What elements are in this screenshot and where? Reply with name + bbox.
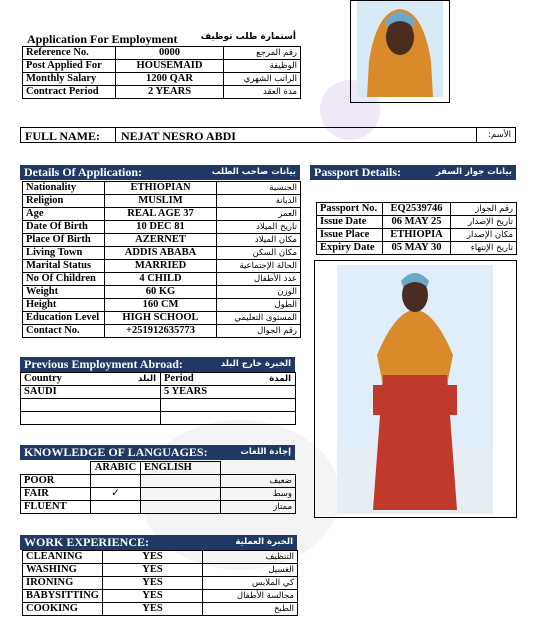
details-table <box>22 181 301 338</box>
table-header-row <box>21 373 296 386</box>
field-label-arabic: عدد الأطفال <box>217 273 301 286</box>
field-label-arabic: مكان السكن <box>217 247 301 260</box>
skill-value: YES <box>103 603 203 616</box>
skill-value: YES <box>103 590 203 603</box>
arabic-column-header: ARABIC <box>91 462 141 475</box>
field-label: Post Applied For <box>23 60 116 73</box>
field-value: 10 DEC 81 <box>105 221 217 234</box>
summary-row <box>23 86 301 99</box>
previous-employment-header <box>20 357 295 372</box>
summary-table <box>22 46 301 99</box>
full-name-label: FULL NAME: <box>25 129 100 143</box>
summary-row <box>23 47 301 60</box>
field-value: 06 MAY 25 <box>383 216 451 229</box>
english-level-cell <box>141 475 221 488</box>
languages-title: KNOWLEDGE OF LANGUAGES: <box>24 445 208 459</box>
field-label-arabic: العمر <box>217 208 301 221</box>
field-value: 60 KG <box>105 286 217 299</box>
field-label: Passport No. <box>317 203 383 216</box>
skill-label: CLEANING <box>23 551 103 564</box>
experience-row <box>23 577 298 590</box>
experience-row <box>23 551 298 564</box>
skill-value: YES <box>103 577 203 590</box>
level-label: FAIR <box>21 488 91 501</box>
arabic-level-cell <box>91 475 141 488</box>
field-label: Reference No. <box>23 47 116 60</box>
field-value: 0000 <box>116 47 224 60</box>
full-name-label-arabic: الأسم: <box>488 130 511 140</box>
work-experience-title-arabic: الخبرة العملية <box>235 537 293 547</box>
full-name-value: NEJAT NESRO ABDI <box>121 129 236 143</box>
country-cell <box>21 399 161 412</box>
field-label: Contact No. <box>23 325 105 338</box>
full-body-photo <box>337 265 493 514</box>
experience-row <box>23 590 298 603</box>
experience-row <box>23 603 298 616</box>
field-value: EQ2539746 <box>383 203 451 216</box>
passport-row <box>317 203 517 216</box>
field-value: 4 CHILD <box>105 273 217 286</box>
field-label: Marital Status <box>23 260 105 273</box>
details-title-arabic: بيانات صاحب الطلب <box>211 167 296 177</box>
passport-row <box>317 242 517 255</box>
field-label: Living Town <box>23 247 105 260</box>
empty-cell <box>21 462 91 475</box>
skill-label: COOKING <box>23 603 103 616</box>
country-cell: SAUDI <box>21 386 161 399</box>
details-row <box>23 234 301 247</box>
form-title: Application For Employment <box>27 32 178 46</box>
skill-label: IRONING <box>23 577 103 590</box>
field-value: AZERNET <box>105 234 217 247</box>
employment-row <box>21 386 296 399</box>
skill-label-arabic: مجالسة الأطفال <box>203 590 298 603</box>
period-column-header: Period المدة <box>161 373 296 386</box>
language-row <box>21 488 296 501</box>
field-label-arabic: رقم الجواز <box>451 203 517 216</box>
english-column-header: ENGLISH <box>141 462 221 475</box>
period-cell: 5 YEARS <box>161 386 296 399</box>
languages-header <box>20 445 295 460</box>
full-name-bar <box>20 127 516 143</box>
previous-employment-table <box>20 372 296 425</box>
details-row <box>23 182 301 195</box>
field-label: Height <box>23 299 105 312</box>
details-row <box>23 273 301 286</box>
field-label-arabic: مكان الميلاد <box>217 234 301 247</box>
person-full-body-image <box>337 265 493 514</box>
details-row <box>23 286 301 299</box>
work-experience-header <box>20 535 297 550</box>
field-label: Religion <box>23 195 105 208</box>
country-column-header: Country البلد <box>21 373 161 386</box>
english-level-cell <box>141 488 221 501</box>
skill-value: YES <box>103 564 203 577</box>
field-label: Contract Period <box>23 86 116 99</box>
field-value: 160 CM <box>105 299 217 312</box>
field-label: Nationality <box>23 182 105 195</box>
field-label: Date Of Birth <box>23 221 105 234</box>
field-value: HIGH SCHOOL <box>105 312 217 325</box>
details-row <box>23 325 301 338</box>
passport-header <box>310 165 516 180</box>
arabic-level-cell: ✓ <box>91 488 141 501</box>
passport-table <box>316 202 517 255</box>
field-label: Weight <box>23 286 105 299</box>
empty-cell <box>221 462 296 475</box>
details-title: Details Of Application: <box>24 165 143 179</box>
english-level-cell <box>141 501 221 514</box>
field-label-arabic: تاريخ الميلاد <box>217 221 301 234</box>
work-experience-table <box>22 550 298 616</box>
level-label: FLUENT <box>21 501 91 514</box>
person-headshot-image <box>357 1 443 97</box>
headshot-photo <box>357 1 443 97</box>
full-body-photo-frame <box>314 260 517 518</box>
table-header-row <box>21 462 296 475</box>
details-row <box>23 221 301 234</box>
skill-value: YES <box>103 551 203 564</box>
passport-title: Passport Details: <box>314 165 401 179</box>
language-row <box>21 501 296 514</box>
field-value: +251912635773 <box>105 325 217 338</box>
headshot-frame <box>350 0 450 103</box>
employment-row <box>21 412 296 425</box>
details-header <box>20 165 300 180</box>
languages-title-arabic: إجادة اللغات <box>240 447 291 457</box>
field-value: ETHIOPIAN <box>105 182 217 195</box>
level-label-arabic: ممتاز <box>221 501 296 514</box>
experience-row <box>23 564 298 577</box>
previous-employment-title-arabic: الخبرة خارج البلد <box>220 359 291 369</box>
passport-row <box>317 216 517 229</box>
field-label-arabic: تاريخ الإنتهاء <box>451 242 517 255</box>
field-label-arabic: الطول <box>217 299 301 312</box>
field-label: Issue Date <box>317 216 383 229</box>
field-value: 2 YEARS <box>116 86 224 99</box>
field-label: No Of Children <box>23 273 105 286</box>
summary-row <box>23 73 301 86</box>
field-value: ADDIS ABABA <box>105 247 217 260</box>
details-row <box>23 195 301 208</box>
field-label: Education Level <box>23 312 105 325</box>
field-label-arabic: رقم المرجع <box>224 47 301 60</box>
field-value: ETHIOPIA <box>383 229 451 242</box>
employment-row <box>21 399 296 412</box>
field-label: Age <box>23 208 105 221</box>
field-value: 1200 QAR <box>116 73 224 86</box>
form-title-arabic: أستمارة طلب توظيف <box>200 32 296 42</box>
level-label: POOR <box>21 475 91 488</box>
field-label-arabic: الوزن <box>217 286 301 299</box>
skill-label-arabic: كي الملابس <box>203 577 298 590</box>
field-label: Monthly Salary <box>23 73 116 86</box>
field-label-arabic: مدة العقد <box>224 86 301 99</box>
field-value: 05 MAY 30 <box>383 242 451 255</box>
skill-label: BABYSITTING <box>23 590 103 603</box>
field-label-arabic: المستوى التعليمي <box>217 312 301 325</box>
languages-table <box>20 461 296 514</box>
skill-label: WASHING <box>23 564 103 577</box>
divider <box>476 128 477 142</box>
skill-label-arabic: الغسيل <box>203 564 298 577</box>
field-label: Place Of Birth <box>23 234 105 247</box>
language-row <box>21 475 296 488</box>
field-value: MUSLIM <box>105 195 217 208</box>
field-value: REAL AGE 37 <box>105 208 217 221</box>
country-cell <box>21 412 161 425</box>
field-label-arabic: الراتب الشهري <box>224 73 301 86</box>
details-row <box>23 247 301 260</box>
field-label-arabic: الحالة الإجتماعية <box>217 260 301 273</box>
field-label-arabic: رقم الجوال <box>217 325 301 338</box>
summary-row <box>23 60 301 73</box>
field-label-arabic: الوظيفة <box>224 60 301 73</box>
field-label-arabic: الجنسية <box>217 182 301 195</box>
field-label: Expiry Date <box>317 242 383 255</box>
skill-label-arabic: التنظيف <box>203 551 298 564</box>
period-cell <box>161 399 296 412</box>
field-value: HOUSEMAID <box>116 60 224 73</box>
work-experience-title: WORK EXPERIENCE: <box>24 535 150 549</box>
field-value: MARRIED <box>105 260 217 273</box>
field-label-arabic: الديانة <box>217 195 301 208</box>
divider <box>115 128 116 142</box>
passport-row <box>317 229 517 242</box>
skill-label-arabic: الطبخ <box>203 603 298 616</box>
arabic-level-cell <box>91 501 141 514</box>
details-row <box>23 260 301 273</box>
details-row <box>23 299 301 312</box>
field-label-arabic: تاريخ الإصدار <box>451 216 517 229</box>
level-label-arabic: ضعيف <box>221 475 296 488</box>
passport-title-arabic: بيانات جواز السفر <box>435 167 512 177</box>
details-row <box>23 312 301 325</box>
field-label: Issue Place <box>317 229 383 242</box>
previous-employment-title: Previous Employment Abroad: <box>24 357 183 371</box>
period-cell <box>161 412 296 425</box>
field-label-arabic: مكان الإصدار <box>451 229 517 242</box>
level-label-arabic: وسط <box>221 488 296 501</box>
details-row <box>23 208 301 221</box>
